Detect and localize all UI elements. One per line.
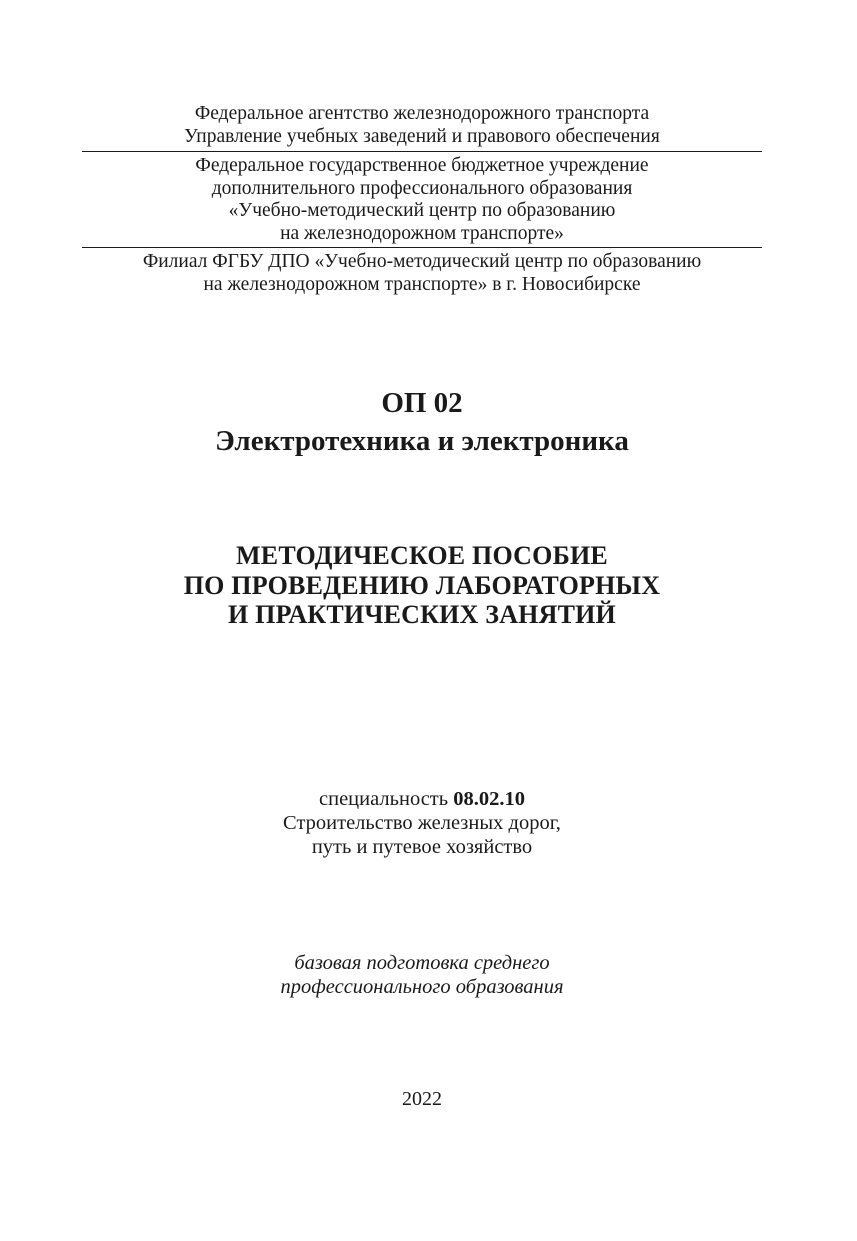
manual-title-line: ПО ПРОВЕДЕНИЮ ЛАБОРАТОРНЫХ [183, 570, 661, 600]
manual-title-line: И ПРАКТИЧЕСКИХ ЗАНЯТИЙ [228, 600, 616, 629]
education-level-line: профессионального образования [280, 976, 564, 998]
branch-header [82, 251, 762, 296]
institution-header [82, 155, 762, 245]
agency-line: Управление учебных заведений и правового обеспечения [184, 125, 660, 147]
manual-title [82, 541, 762, 630]
education-level [82, 951, 762, 999]
manual-title-line: МЕТОДИЧЕСКОЕ ПОСОБИЕ [236, 541, 608, 570]
specialty-code: 08.02.10 [453, 788, 525, 810]
branch-line: Филиал ФГБУ ДПО «Учебно-методический центр по образованию [142, 251, 702, 272]
education-level-line: базовая подготовка среднего [294, 952, 550, 974]
year-text: 2022 [402, 1088, 442, 1110]
specialty-line [82, 787, 762, 811]
course-name: Электротехника и электроника [215, 425, 629, 457]
specialty-label: специальность [319, 788, 449, 810]
agency-header [82, 103, 762, 148]
publication-year [82, 1087, 762, 1111]
institution-line: на железнодорожном транспорте» [280, 222, 564, 244]
course-heading [82, 384, 762, 460]
header-divider [82, 151, 762, 152]
course-code: ОП 02 [381, 387, 463, 419]
institution-line: «Учебно-методический центр по образованию [228, 200, 616, 221]
header-divider [82, 247, 762, 248]
institution-line: дополнительного профессионального образования [211, 177, 633, 199]
agency-line: Федеральное агентство железнодорожного транспорта [194, 103, 650, 124]
branch-line: на железнодорожном транспорте» в г. Новосибирске [203, 273, 641, 295]
institution-line: Федеральное государственное бюджетное учреждение [195, 155, 649, 176]
specialty-block [82, 787, 762, 859]
specialty-name-line: Строительство железных дорог, [283, 812, 561, 834]
specialty-name-line: путь и путевое хозяйство [311, 836, 533, 858]
